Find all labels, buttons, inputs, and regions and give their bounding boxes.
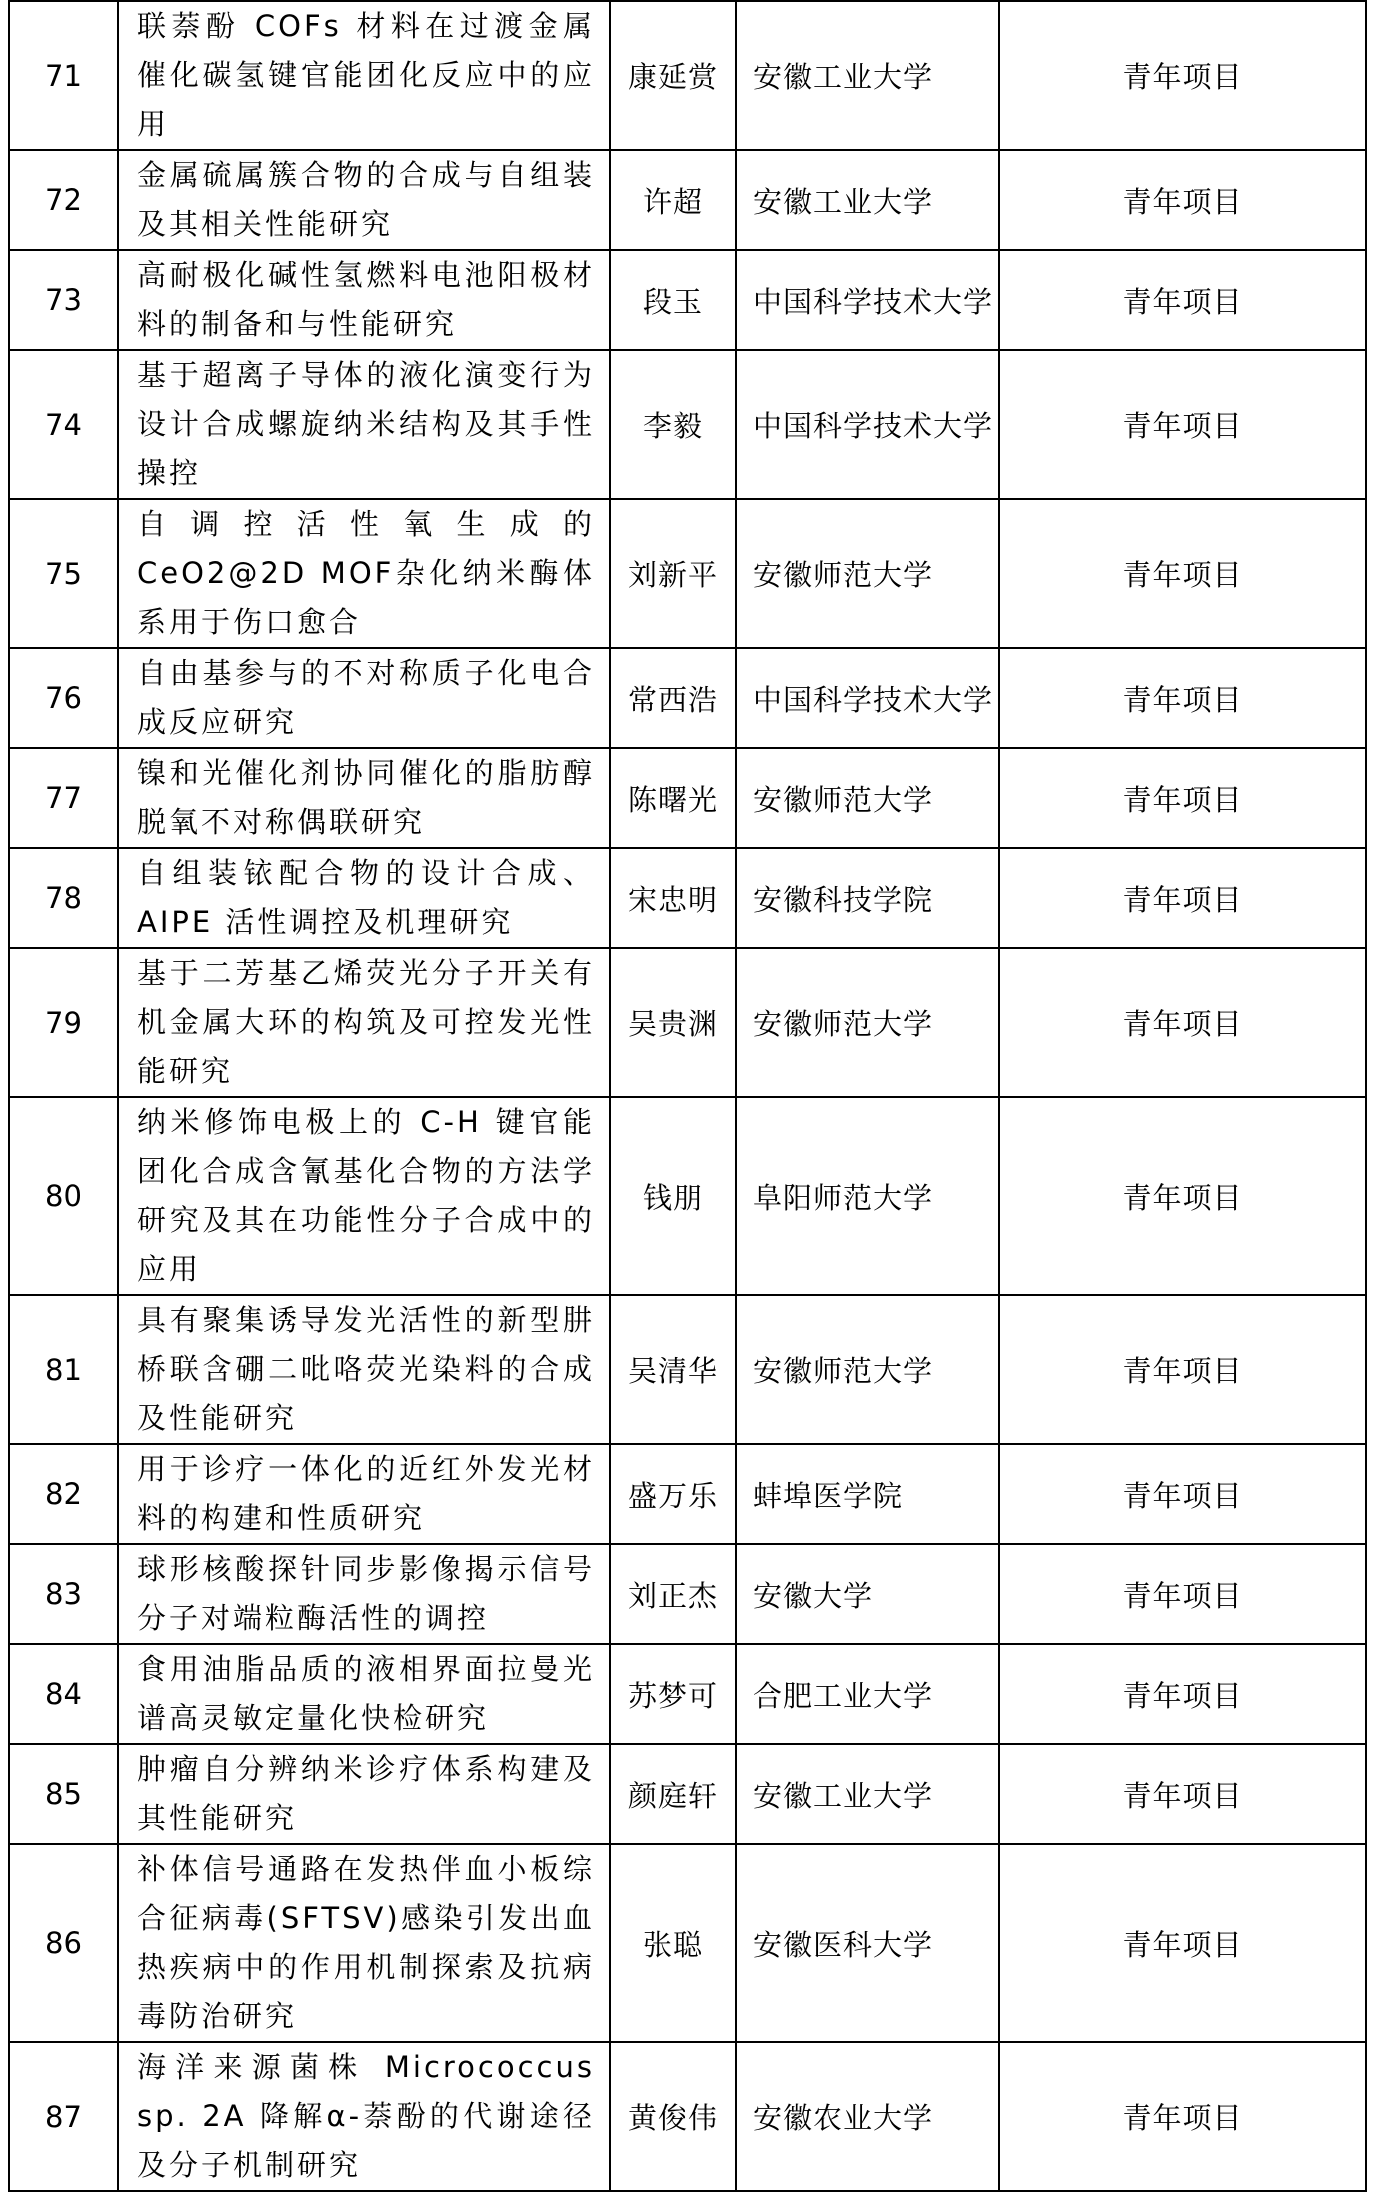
row-number: 78 — [9, 848, 118, 948]
row-number: 73 — [9, 250, 118, 350]
table-row — [9, 1644, 1366, 1744]
project-title: 用于诊疗一体化的近红外发光材料的构建和性质研究 — [118, 1444, 610, 1544]
project-type: 青年项目 — [999, 150, 1366, 250]
row-number: 85 — [9, 1744, 118, 1844]
institution: 安徽医科大学 — [736, 1844, 999, 2042]
applicant-name: 陈曙光 — [610, 748, 736, 848]
table-row — [9, 1544, 1366, 1644]
table-row — [9, 648, 1366, 748]
row-number: 82 — [9, 1444, 118, 1544]
table-row — [9, 2042, 1366, 2191]
project-type: 青年项目 — [999, 1295, 1366, 1444]
row-number: 81 — [9, 1295, 118, 1444]
institution: 安徽农业大学 — [736, 2042, 999, 2191]
project-type: 青年项目 — [999, 848, 1366, 948]
project-title: 镍和光催化剂协同催化的脂肪醇脱氧不对称偶联研究 — [118, 748, 610, 848]
project-type: 青年项目 — [999, 350, 1366, 499]
project-type: 青年项目 — [999, 1, 1366, 150]
project-title: 金属硫属簇合物的合成与自组装及其相关性能研究 — [118, 150, 610, 250]
table-row — [9, 250, 1366, 350]
row-number: 80 — [9, 1097, 118, 1295]
project-title: 具有聚集诱导发光活性的新型肼桥联含硼二吡咯荧光染料的合成及性能研究 — [118, 1295, 610, 1444]
project-type: 青年项目 — [999, 250, 1366, 350]
applicant-name: 张聪 — [610, 1844, 736, 2042]
table-row — [9, 150, 1366, 250]
project-title: 肿瘤自分辨纳米诊疗体系构建及其性能研究 — [118, 1744, 610, 1844]
applicant-name: 吴贵渊 — [610, 948, 736, 1097]
project-type: 青年项目 — [999, 499, 1366, 648]
applicant-name: 李毅 — [610, 350, 736, 499]
institution: 合肥工业大学 — [736, 1644, 999, 1744]
institution: 安徽师范大学 — [736, 1295, 999, 1444]
project-type: 青年项目 — [999, 1744, 1366, 1844]
table-row — [9, 499, 1366, 648]
institution: 安徽工业大学 — [736, 1, 999, 150]
applicant-name: 刘正杰 — [610, 1544, 736, 1644]
project-title: 食用油脂品质的液相界面拉曼光谱高灵敏定量化快检研究 — [118, 1644, 610, 1744]
applicant-name: 钱朋 — [610, 1097, 736, 1295]
project-title: 高耐极化碱性氢燃料电池阳极材料的制备和与性能研究 — [118, 250, 610, 350]
institution: 中国科学技术大学 — [736, 250, 999, 350]
row-number: 71 — [9, 1, 118, 150]
institution: 安徽工业大学 — [736, 150, 999, 250]
row-number: 76 — [9, 648, 118, 748]
institution: 安徽大学 — [736, 1544, 999, 1644]
institution: 蚌埠医学院 — [736, 1444, 999, 1544]
project-title: 自由基参与的不对称质子化电合成反应研究 — [118, 648, 610, 748]
institution: 中国科学技术大学 — [736, 350, 999, 499]
applicant-name: 宋忠明 — [610, 848, 736, 948]
table-row — [9, 748, 1366, 848]
row-number: 86 — [9, 1844, 118, 2042]
project-title: 补体信号通路在发热伴血小板综合征病毒(SFTSV)感染引发出血热疾病中的作用机制探索及抗病毒防治研究 — [118, 1844, 610, 2042]
project-title: 自调控活性氧生成的CeO2@2D MOF杂化纳米酶体系用于伤口愈合 — [118, 499, 610, 648]
institution: 中国科学技术大学 — [736, 648, 999, 748]
applicant-name: 康延赏 — [610, 1, 736, 150]
project-title: 基于超离子导体的液化演变行为设计合成螺旋纳米结构及其手性操控 — [118, 350, 610, 499]
project-table-body — [9, 1, 1366, 2191]
project-type: 青年项目 — [999, 948, 1366, 1097]
applicant-name: 苏梦可 — [610, 1644, 736, 1744]
institution: 安徽师范大学 — [736, 748, 999, 848]
project-table — [8, 0, 1367, 2192]
applicant-name: 许超 — [610, 150, 736, 250]
institution: 安徽师范大学 — [736, 948, 999, 1097]
row-number: 79 — [9, 948, 118, 1097]
project-title: 联萘酚 COFs 材料在过渡金属催化碳氢键官能团化反应中的应用 — [118, 1, 610, 150]
row-number: 77 — [9, 748, 118, 848]
table-row — [9, 1444, 1366, 1544]
project-type: 青年项目 — [999, 1544, 1366, 1644]
table-row — [9, 1744, 1366, 1844]
row-number: 75 — [9, 499, 118, 648]
table-row — [9, 1295, 1366, 1444]
project-title: 球形核酸探针同步影像揭示信号分子对端粒酶活性的调控 — [118, 1544, 610, 1644]
project-title: 纳米修饰电极上的 C-H 键官能团化合成含氰基化合物的方法学研究及其在功能性分子合成中的应用 — [118, 1097, 610, 1295]
project-type: 青年项目 — [999, 2042, 1366, 2191]
applicant-name: 黄俊伟 — [610, 2042, 736, 2191]
row-number: 84 — [9, 1644, 118, 1744]
row-number: 74 — [9, 350, 118, 499]
applicant-name: 颜庭轩 — [610, 1744, 736, 1844]
table-row — [9, 1, 1366, 150]
project-type: 青年项目 — [999, 1444, 1366, 1544]
row-number: 87 — [9, 2042, 118, 2191]
project-type: 青年项目 — [999, 748, 1366, 848]
applicant-name: 刘新平 — [610, 499, 736, 648]
project-type: 青年项目 — [999, 648, 1366, 748]
institution: 阜阳师范大学 — [736, 1097, 999, 1295]
project-title: 基于二芳基乙烯荧光分子开关有机金属大环的构筑及可控发光性能研究 — [118, 948, 610, 1097]
project-type: 青年项目 — [999, 1097, 1366, 1295]
project-type: 青年项目 — [999, 1644, 1366, 1744]
table-row — [9, 350, 1366, 499]
table-row — [9, 1097, 1366, 1295]
table-row — [9, 1844, 1366, 2042]
project-type: 青年项目 — [999, 1844, 1366, 2042]
applicant-name: 盛万乐 — [610, 1444, 736, 1544]
table-row — [9, 948, 1366, 1097]
institution: 安徽科技学院 — [736, 848, 999, 948]
row-number: 72 — [9, 150, 118, 250]
applicant-name: 吴清华 — [610, 1295, 736, 1444]
row-number: 83 — [9, 1544, 118, 1644]
project-title: 自组装铱配合物的设计合成、AIPE 活性调控及机理研究 — [118, 848, 610, 948]
table-row — [9, 848, 1366, 948]
institution: 安徽师范大学 — [736, 499, 999, 648]
applicant-name: 常西浩 — [610, 648, 736, 748]
project-title: 海洋来源菌株 Micrococcus sp. 2A 降解α-萘酚的代谢途径及分子机制研究 — [118, 2042, 610, 2191]
institution: 安徽工业大学 — [736, 1744, 999, 1844]
applicant-name: 段玉 — [610, 250, 736, 350]
